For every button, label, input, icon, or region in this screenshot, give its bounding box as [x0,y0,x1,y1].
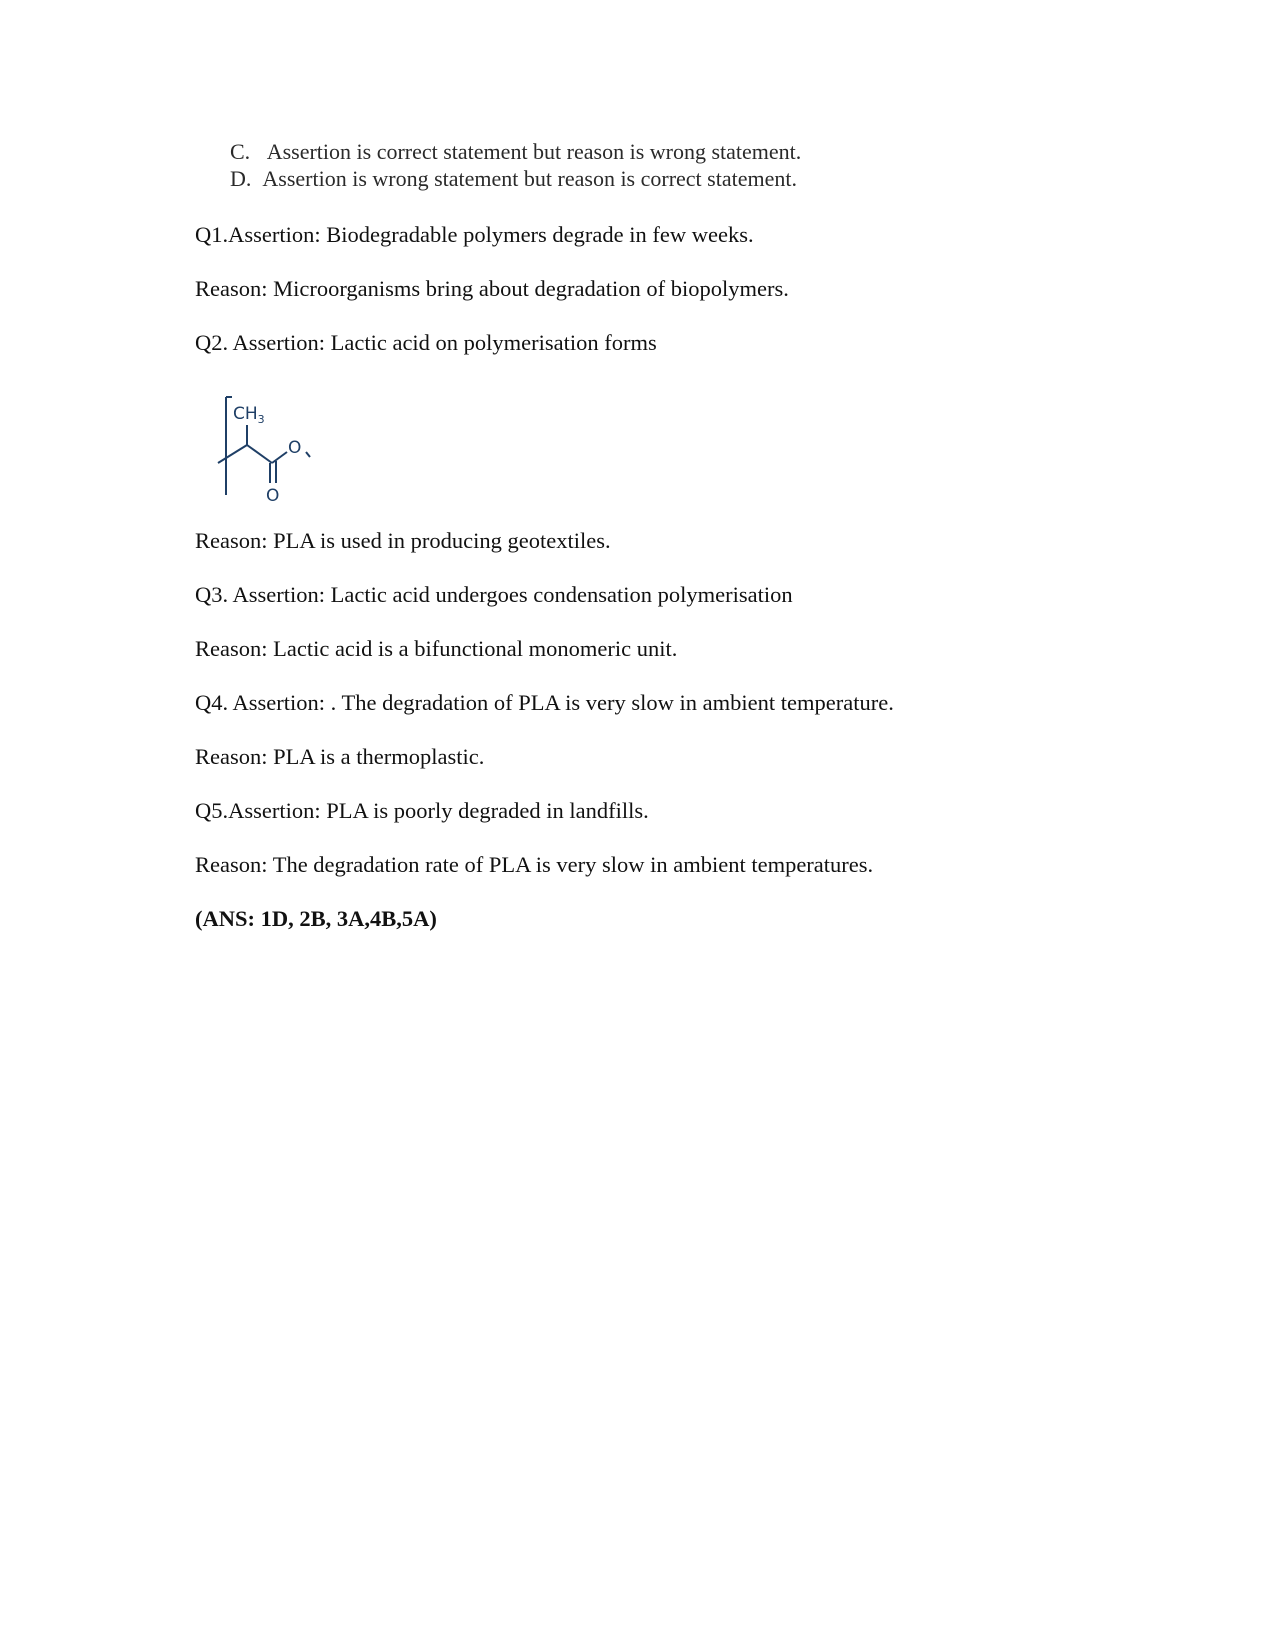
methyl-label: $CH_3$ [233,404,265,426]
carbonyl-oxygen-label: O [266,486,280,506]
answer-key: (ANS: 1D, 2B, 3A,4B,5A) [195,906,437,931]
bond-ester [272,452,287,463]
option-d-text: Assertion is wrong statement but reason is correct statement. [262,166,797,191]
q4-reason: Reason: PLA is a thermoplastic. [195,744,485,769]
option-d [230,166,797,192]
q4-assertion: Q4. Assertion: . The degradation of PLA is very slow in ambient temperature. [195,690,894,715]
ester-oxygen-label: O [288,438,302,458]
q1-reason: Reason: Microorganisms bring about degradation of biopolymers. [195,276,789,301]
q3-assertion: Q3. Assertion: Lactic acid undergoes condensation polymerisation [195,582,793,607]
q2-reason: Reason: PLA is used in producing geotextiles. [195,528,611,553]
q1-assertion: Q1.Assertion: Biodegradable polymers degrade in few weeks. [195,222,754,247]
option-c-letter: C. [230,139,251,164]
pla-structure-diagram [200,395,320,515]
q5-reason: Reason: The degradation rate of PLA is very slow in ambient temperatures. [195,852,874,877]
q5-assertion: Q5.Assertion: PLA is poorly degraded in landfills. [195,798,649,823]
option-d-letter: D. [230,166,252,191]
option-c [230,139,801,165]
q2-assertion: Q2. Assertion: Lactic acid on polymerisation forms [195,330,657,355]
bond-left [218,445,247,463]
q3-reason: Reason: Lactic acid is a bifunctional monomeric unit. [195,636,678,661]
bond-trailing [306,452,310,457]
option-c-text: Assertion is correct statement but reason is wrong statement. [266,139,802,164]
bond-right [247,445,272,463]
